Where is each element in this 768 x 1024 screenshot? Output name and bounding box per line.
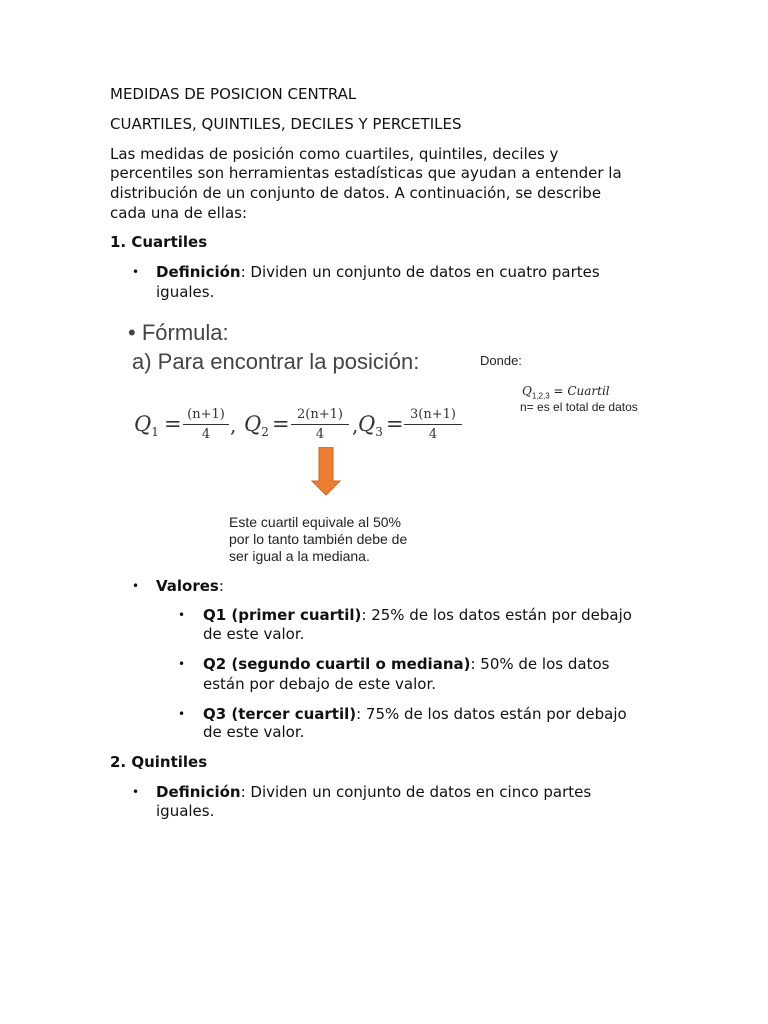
- fraction-q3: 3(n+1) 4: [404, 407, 462, 442]
- note-line: ser igual a la mediana.: [229, 548, 370, 564]
- separator: ,: [230, 413, 237, 437]
- value-item-q2: Q2 (segundo cuartil o mediana): 50% de los datos: [203, 655, 610, 673]
- legend-cuartil: $Q_{1,2,3}$ = Cuartil: [522, 384, 610, 401]
- section-heading-cuartiles: 1. Cuartiles: [110, 233, 208, 251]
- donde-label: Donde:: [480, 353, 522, 368]
- legend-n: n= es el total de datos: [520, 400, 638, 414]
- down-arrow-icon: [311, 447, 341, 497]
- definition-line: iguales.: [156, 802, 215, 820]
- bullet-dot: •: [132, 265, 140, 279]
- intro-line: cada una de ellas:: [110, 204, 248, 222]
- definition-line: Definición: Dividen un conjunto de datos en cinco partes: [156, 783, 592, 801]
- separator: ,: [352, 413, 359, 437]
- section-heading-quintiles: 2. Quintiles: [110, 753, 208, 771]
- definition-line: iguales.: [156, 283, 215, 301]
- value-item-q3: Q3 (tercer cuartil): 75% de los datos están por debajo: [203, 705, 627, 723]
- equals-sign: =: [164, 412, 182, 436]
- value-item-q1: Q1 (primer cuartil): 25% de los datos están por debajo: [203, 606, 632, 624]
- document-title: MEDIDAS DE POSICION CENTRAL: [110, 85, 357, 103]
- note-line: por lo tanto también debe de: [229, 531, 408, 547]
- fraction-q1: (n+1) 4: [183, 407, 229, 442]
- intro-line: distribución de un conjunto de datos. A continuación, se describe: [110, 184, 602, 202]
- bullet-dot: •: [132, 579, 140, 593]
- position-title: a) Para encontrar la posición:: [132, 349, 420, 374]
- value-item-q3-cont: de este valor.: [203, 723, 305, 741]
- formula-title: • Fórmula:: [128, 320, 229, 345]
- value-item-q2-cont: están por debajo de este valor.: [203, 675, 437, 693]
- q2-symbol: $Q_2$: [244, 412, 269, 440]
- intro-line: percentiles son herramientas estadísticas que ayudan a entender la: [110, 164, 622, 182]
- intro-line: Las medidas de posición como cuartiles, quintiles, deciles y: [110, 145, 559, 163]
- bullet-dot: •: [132, 785, 140, 799]
- equals-sign: =: [272, 412, 290, 436]
- value-item-q1-cont: de este valor.: [203, 625, 305, 643]
- values-label: Valores:: [156, 577, 224, 595]
- definition-line: Definición: Dividen un conjunto de datos en cuatro partes: [156, 263, 600, 281]
- document-subtitle: CUARTILES, QUINTILES, DECILES Y PERCETILES: [110, 115, 462, 133]
- equals-sign: =: [386, 412, 404, 436]
- bullet-dot: •: [178, 608, 186, 622]
- q1-symbol: $Q_1$: [134, 412, 159, 440]
- q3-symbol: $Q_3$: [358, 412, 383, 440]
- bullet-dot: •: [178, 707, 186, 721]
- bullet-dot: •: [178, 657, 186, 671]
- formula-figure: [120, 312, 665, 570]
- fraction-q2: 2(n+1) 4: [291, 407, 349, 442]
- note-line: Este cuartil equivale al 50%: [229, 514, 401, 530]
